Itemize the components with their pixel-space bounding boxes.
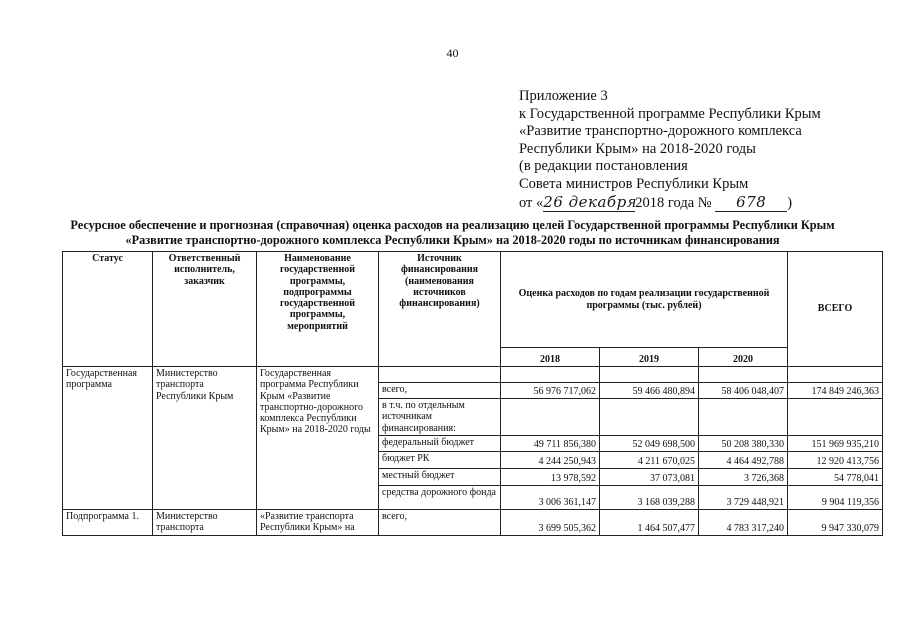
table-row — [63, 509, 883, 535]
appendix-block — [519, 88, 821, 212]
appendix-date-line — [519, 194, 821, 213]
header-year-2019: 2019 — [600, 348, 699, 367]
subprogram-name: «Развитие транспорта Республики Крым» на — [257, 509, 379, 535]
header-year-2020: 2020 — [699, 348, 788, 367]
value-total: 9 947 330,079 — [788, 509, 883, 535]
value-2019: 1 464 507,477 — [600, 509, 699, 535]
header-source: Источник финансирования (наименования источников финансирования) — [379, 252, 501, 367]
source-cell: федеральный бюджет — [379, 435, 501, 451]
appendix-line: (в редакции постановления — [519, 158, 688, 175]
value-2018: 49 711 856,380 — [501, 435, 600, 451]
page-number: 40 — [446, 46, 459, 60]
program-executor: Министерство транспорта Республики Крым — [153, 367, 257, 510]
value-2020: 58 406 048,407 — [699, 383, 788, 399]
appendix-line: Приложение 3 — [519, 88, 608, 104]
title-line-1: Ресурсное обеспечение и прогнозная (справочная) оценка расходов на реализацию целей Государственной программы Республики Крым — [70, 218, 835, 232]
source-cell: в т.ч. по отдельным источникам финансирования: — [379, 399, 501, 436]
value-cell — [699, 367, 788, 383]
value-total — [788, 399, 883, 436]
value-2019 — [600, 399, 699, 436]
value-2018: 4 244 250,943 — [501, 451, 600, 468]
value-total: 9 904 119,356 — [788, 485, 883, 509]
value-2019: 52 049 698,500 — [600, 435, 699, 451]
close-paren: ) — [787, 194, 793, 211]
header-total: ВСЕГО — [788, 252, 883, 367]
table-title — [0, 218, 905, 248]
value-2020 — [699, 399, 788, 436]
value-2018 — [501, 399, 600, 436]
value-2018: 3 006 361,147 — [501, 485, 600, 509]
value-2020: 50 208 380,330 — [699, 435, 788, 451]
resources-table — [62, 251, 883, 536]
title-line-2: «Развитие транспортно-дорожного комплекса Республики Крым» на 2018-2020 годы по источникам финансирования — [125, 233, 780, 247]
value-2020: 3 726,368 — [699, 468, 788, 485]
value-cell — [600, 367, 699, 383]
value-2020: 4 464 492,788 — [699, 451, 788, 468]
value-2019: 59 466 480,894 — [600, 383, 699, 399]
value-total: 54 778,041 — [788, 468, 883, 485]
header-executor: Ответственный исполнитель, заказчик — [153, 252, 257, 367]
value-2018: 13 978,592 — [501, 468, 600, 485]
appendix-line: Совета министров Республики Крым — [519, 175, 749, 192]
value-total: 12 920 413,756 — [788, 451, 883, 468]
source-cell: бюджет РК — [379, 451, 501, 468]
value-total: 151 969 935,210 — [788, 435, 883, 451]
value-2020: 4 783 317,240 — [699, 509, 788, 535]
header-year-2018: 2018 — [501, 348, 600, 367]
source-cell: всего, — [379, 509, 501, 535]
appendix-line: Республики Крым» на 2018-2020 годы — [519, 140, 756, 157]
appendix-line: «Развитие транспортно-дорожного комплекса — [519, 123, 802, 140]
header-status: Статус — [63, 252, 153, 367]
value-2018: 56 976 717,062 — [501, 383, 600, 399]
handwritten-date: 26 декабря — [543, 192, 638, 211]
header-estimate: Оценка расходов по годам реализации государственной программы (тыс. рублей) — [501, 252, 788, 348]
source-cell: средства дорожного фонда — [379, 485, 501, 509]
value-2018: 3 699 505,362 — [501, 509, 600, 535]
subprogram-status: Подпрограмма 1. — [63, 509, 153, 535]
value-cell — [788, 367, 883, 383]
header-program-name: Наименование государственной программы, подпрограммы государственной программы, мероприятий — [257, 252, 379, 367]
value-total: 174 849 246,363 — [788, 383, 883, 399]
value-2019: 37 073,081 — [600, 468, 699, 485]
date-suffix: 2018 года № — [635, 194, 712, 211]
source-cell — [379, 367, 501, 383]
program-name: Государственная программа Республики Крым «Развитие транспортно-дорожного комплекса Республики Крым» на 2018-2020 годы — [257, 367, 379, 510]
program-status: Государственная программа — [63, 367, 153, 510]
value-cell — [501, 367, 600, 383]
value-2019: 3 168 039,288 — [600, 485, 699, 509]
subprogram-executor: Министерство транспорта — [153, 509, 257, 535]
source-cell: всего, — [379, 383, 501, 399]
value-2020: 3 729 448,921 — [699, 485, 788, 509]
source-cell: местный бюджет — [379, 468, 501, 485]
value-2019: 4 211 670,025 — [600, 451, 699, 468]
handwritten-number: 678 — [715, 194, 787, 213]
date-prefix: от « — [519, 194, 544, 211]
appendix-line: к Государственной программе Республики Крым — [519, 105, 821, 122]
